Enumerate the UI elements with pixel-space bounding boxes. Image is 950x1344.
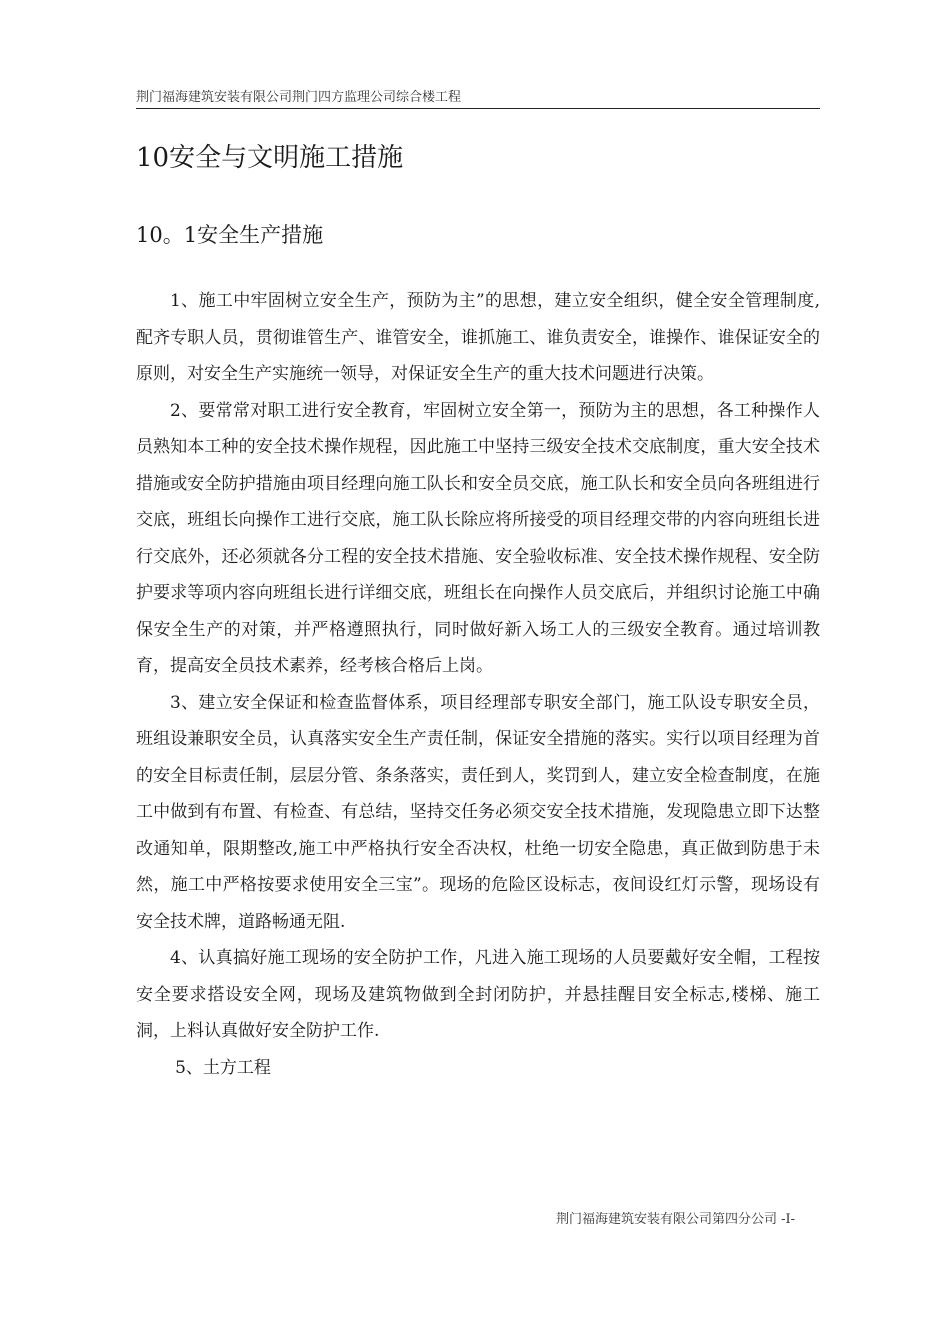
page-footer: 荆门福海建筑安装有限公司第四分公司 -I- (556, 1212, 796, 1227)
page-header: 荆门福海建筑安装有限公司荆门四方监理公司综合楼工程 (136, 88, 820, 109)
section-title: 10安全与文明施工措施 (136, 143, 404, 173)
subsection-title: 10。1安全生产措施 (136, 223, 324, 247)
paragraph-3: 3、建立安全保证和检查监督体系，项目经理部专职安全部门，施工队设专职安全员，班组设兼职安全员，认真落实安全生产责任制，保证安全措施的落实。实行以项目经理为首的安全目标责任制，层层分管、条条落实，责任到人，奖罚到人，建立安全检查制度，在施工中做到有布置、有检查、有总结，坚持交任务必须交安全技术措施，发现隐患立即下达整改通知单，限期整改,施工中严格执行安全否决权，杜绝一切安全隐患，真正做到防患于未然，施工中严格按要求使用安全三宝”。现场的危险区设标志，夜间设红灯示警，现场设有安全技术牌，道路畅通无阻. (136, 692, 820, 932)
item-5-heading: 5、土方工程 (175, 1057, 271, 1078)
paragraph-2: 2、要常常对职工进行安全教育，牢固树立安全第一，预防为主的思想，各工种操作人员熟知本工种的安全技术操作规程，因此施工中坚持三级安全技术交底制度，重大安全技术措施或安全防护措施由项目经理向施工队长和安全员交底，施工队长和安全员向各班组进行交底，班组长向操作工进行交底，施工队长除应将所接受的项目经理交带的内容向班组长进行交底外，还必须就各分工程的安全技术措施、安全验收标准、安全技术操作规程、安全防护要求等项内容向班组长进行详细交底，班组长在向操作人员交底后，并组织讨论施工中确保安全生产的对策，并严格遵照执行，同时做好新入场工人的三级安全教育。通过培训教育，提高安全员技术素养，经考核合格后上岗。 (136, 400, 820, 676)
paragraph-1: 1、施工中牢固树立安全生产，预防为主”的思想，建立安全组织，健全安全管理制度,配齐专职人员，贯彻谁管生产、谁管安全，谁抓施工、谁负责安全，谁操作、谁保证安全的原则，对安全生产实施统一领导，对保证安全生产的重大技术问题进行决策。 (136, 291, 820, 384)
paragraph-4: 4、认真搞好施工现场的安全防护工作，凡进入施工现场的人员要戴好安全帽，工程按安全要求搭设安全网，现场及建筑物做到全封闭防护，并悬挂醒目安全标志,楼梯、施工洞，上料认真做好安全防护工作. (136, 948, 820, 1041)
document-body (136, 283, 820, 1086)
